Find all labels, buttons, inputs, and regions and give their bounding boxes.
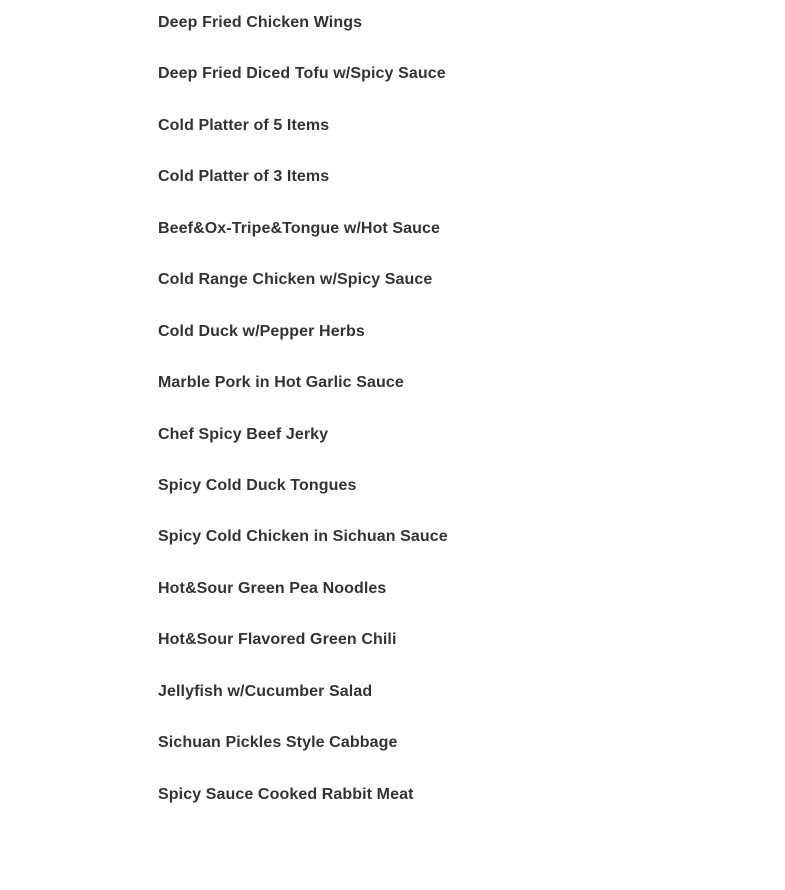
menu-item-deep-fried-chicken-wings[interactable]: Deep Fried Chicken Wings	[158, 14, 363, 31]
menu-item-hot-sour-green-chili[interactable]: Hot&Sour Flavored Green Chili	[158, 631, 397, 649]
menu-item-list	[158, 12, 718, 835]
menu-item-spicy-sauce-rabbit-meat[interactable]: Spicy Sauce Cooked Rabbit Meat	[158, 785, 414, 803]
menu-item-spicy-cold-chicken-sichuan[interactable]: Spicy Cold Chicken in Sichuan Sauce	[158, 528, 448, 546]
menu-item-chef-spicy-beef-jerky[interactable]: Chef Spicy Beef Jerky	[158, 425, 329, 443]
menu-item-deep-fried-diced-tofu[interactable]: Deep Fried Diced Tofu w/Spicy Sauce	[158, 65, 446, 83]
menu-item-hot-sour-green-pea-noodles[interactable]: Hot&Sour Green Pea Noodles	[158, 579, 387, 597]
menu-item-cold-platter-5[interactable]: Cold Platter of 5 Items	[158, 116, 330, 134]
menu-item-cold-platter-3[interactable]: Cold Platter of 3 Items	[158, 168, 330, 186]
menu-item-jellyfish-cucumber-salad[interactable]: Jellyfish w/Cucumber Salad	[158, 682, 373, 700]
menu-item-spicy-cold-duck-tongues[interactable]: Spicy Cold Duck Tongues	[158, 476, 357, 494]
menu-item-beef-ox-tripe-tongue[interactable]: Beef&Ox-Tripe&Tongue w/Hot Sauce	[158, 219, 441, 237]
menu-item-cold-duck-pepper-herbs[interactable]: Cold Duck w/Pepper Herbs	[158, 322, 365, 340]
menu-item-sichuan-pickles-cabbage[interactable]: Sichuan Pickles Style Cabbage	[158, 734, 398, 752]
menu-item-marble-pork[interactable]: Marble Pork in Hot Garlic Sauce	[158, 374, 404, 392]
menu-item-cold-range-chicken[interactable]: Cold Range Chicken w/Spicy Sauce	[158, 271, 433, 289]
